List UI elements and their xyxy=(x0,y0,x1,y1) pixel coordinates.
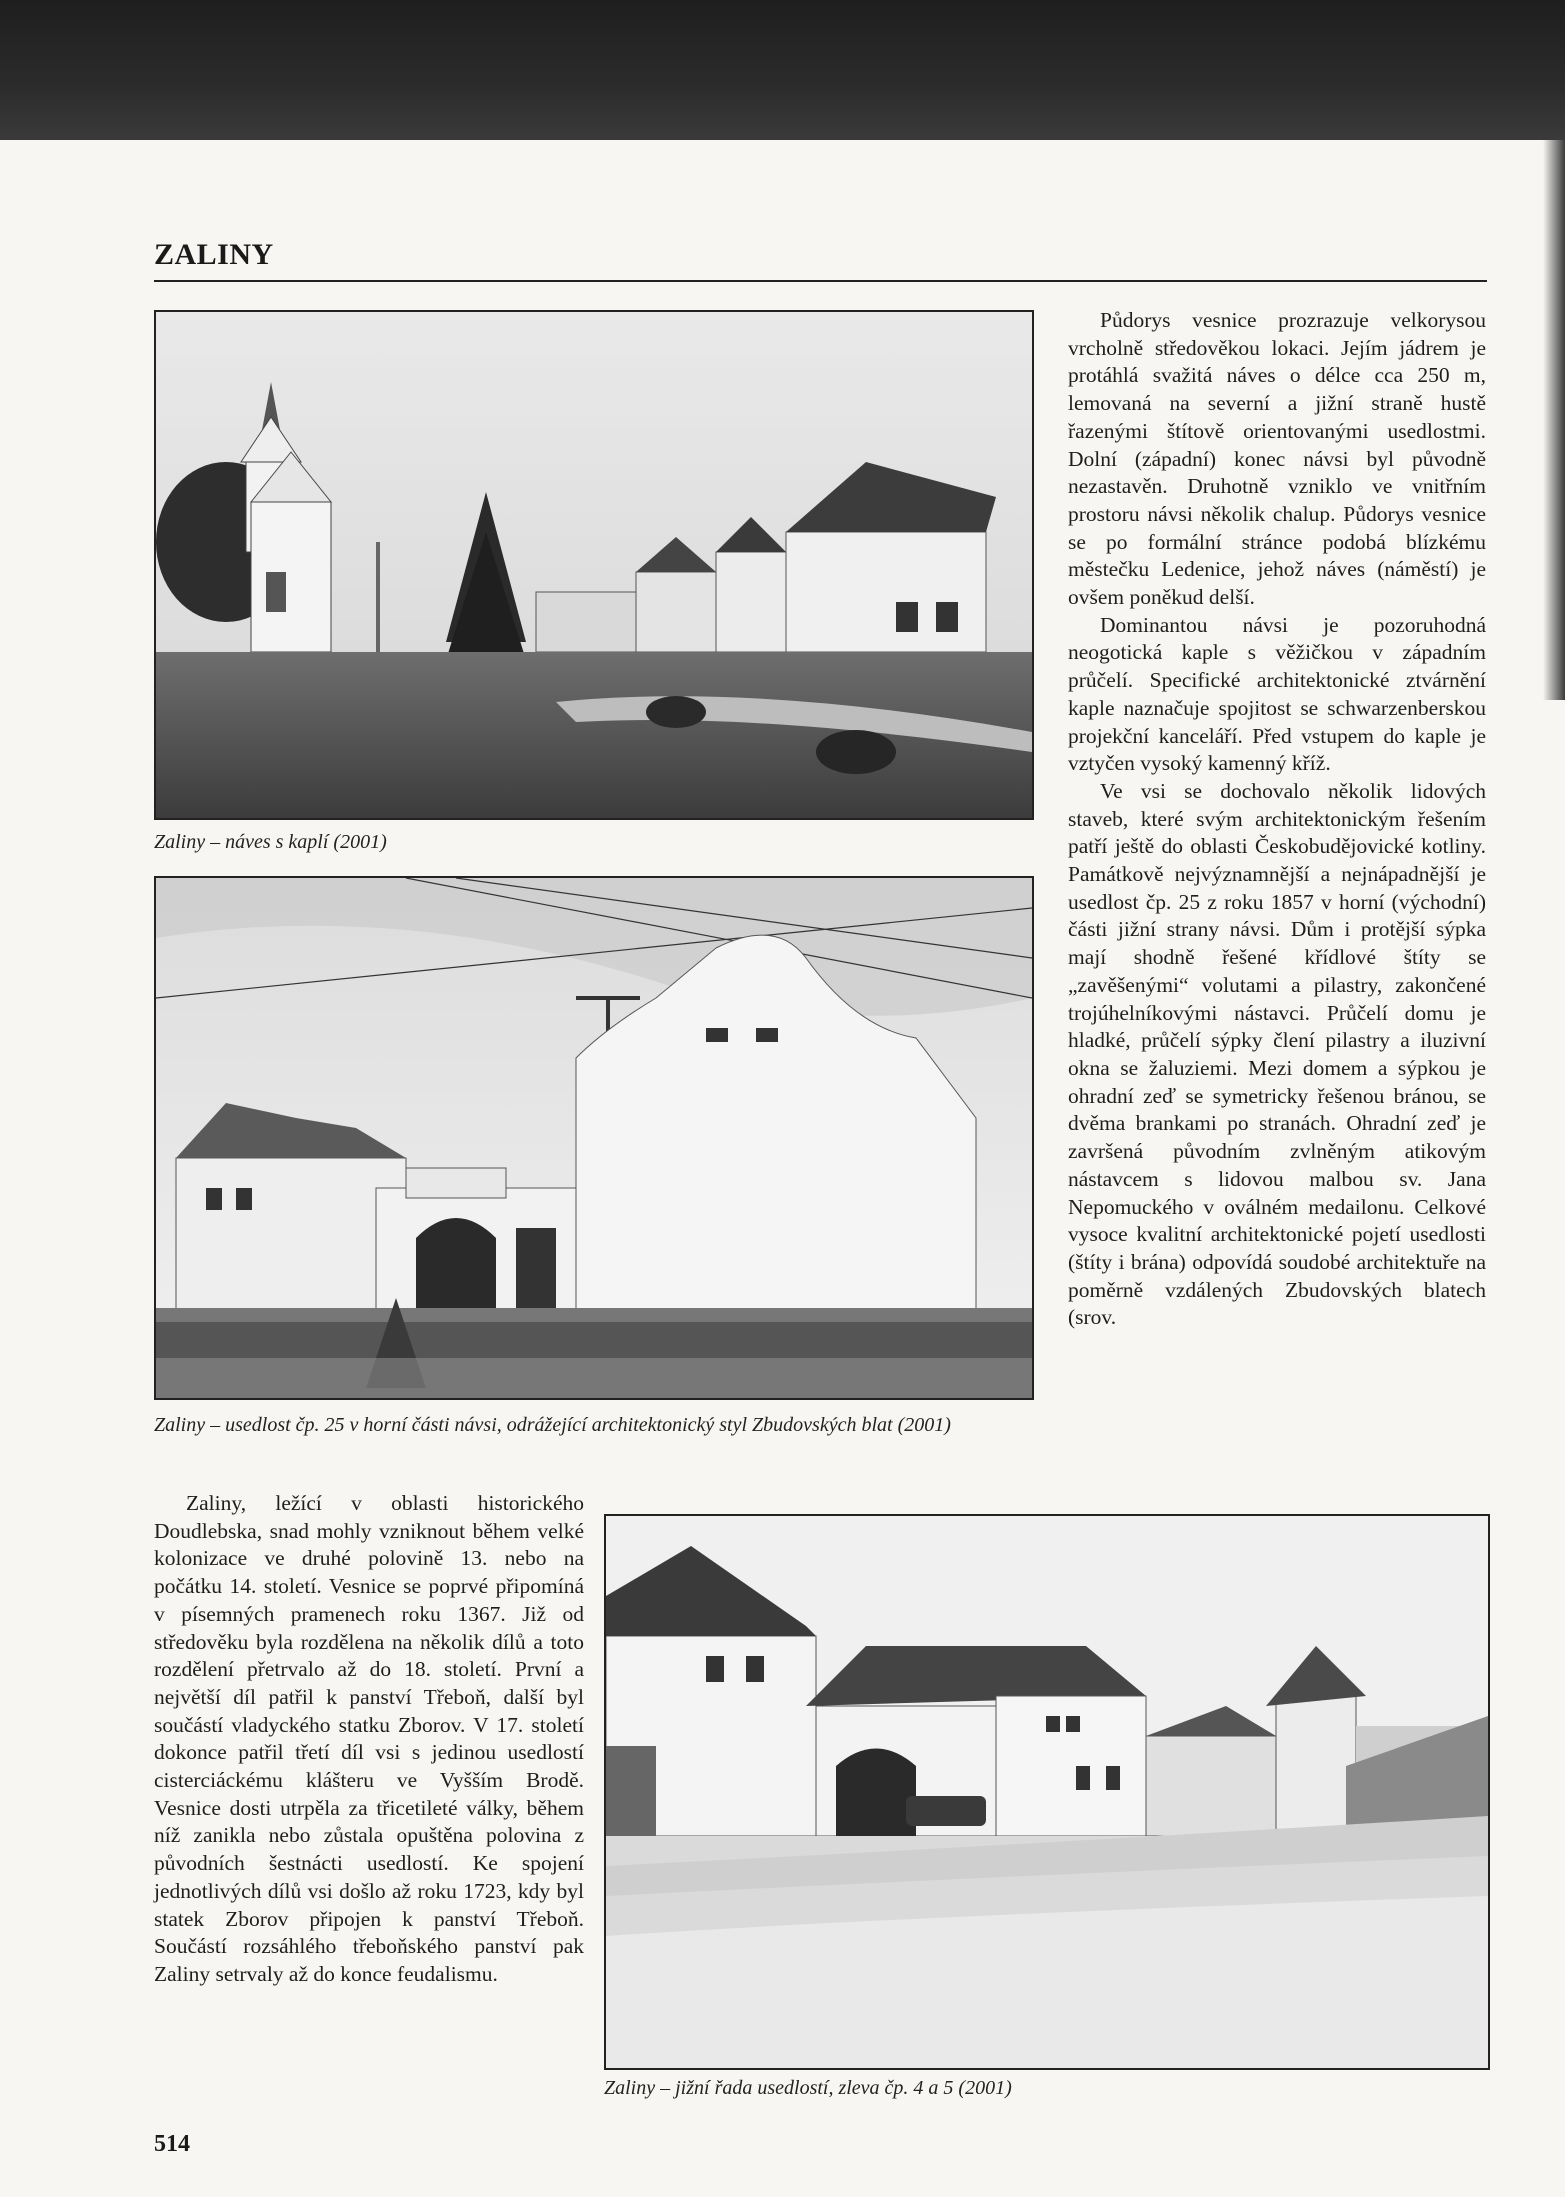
paragraph: Zaliny, ležící v oblasti historického Doudlebska, snad mohly vzniknout během velké kolonizace ve druhé polovině 13. nebo na počátku 14. století. Vesnice se poprvé připomíná v písemných pramenech roku 1367. Již od středověku byla rozdělena na několik dílů a toto rozdělení přetrvalo až do 18. století. První a největší díl patřil k panství Třeboň, další byl součástí vladyckého statku Zborov. V 17. století dokonce patřil třetí díl vsi s jedinou usedlostí cisterciáckému klášteru ve Vyšším Brodě. Vesnice dosti utrpěla za třicetileté války, během níž zanikla nebo zůstala opuštěna polovina z původních šestnácti usedlostí. Ke spojení jednotlivých dílů vsi došlo až roku 1723, kdy byl statek Zborov připojen k panství Třeboň. Součástí rozsáhlého třeboňského panství pak Zaliny setrvaly až do konce feudalismu. xyxy=(154,1491,584,1986)
figure-caption: Zaliny – usedlost čp. 25 v horní části návsi, odrážející architektonický styl Zbudovských blat (2001) xyxy=(154,1414,951,1436)
paragraph: Dominantou návsi je pozoruhodná neogotická kaple s věžičkou v západním průčelí. Specifické architektonické ztvárnění kaple naznačuje spojitost se schwarzenberskou projekční kanceláří. Před vstupem do kaple je vztyčen vysoký kamenný kříž. xyxy=(1068,612,1486,776)
right-text-column xyxy=(1068,307,1486,1332)
photo-homestead-25 xyxy=(154,876,1034,1400)
figure-caption: Zaliny – jižní řada usedlostí, zleva čp. 4 a 5 (2001) xyxy=(604,2077,1012,2099)
section-title: ZALINY xyxy=(154,238,274,271)
title-rule xyxy=(154,280,1487,282)
photo-southern-row xyxy=(604,1514,1490,2070)
page-number: 514 xyxy=(154,2131,190,2157)
paragraph: Ve vsi se dochovalo několik lidových staveb, které svým architektonickým řešením patří ještě do oblasti Českobudějovické kotliny. Památkově nejvýznamnější a nejnápadnější je usedlost čp. 25 z roku 1857 v horní (východní) části jižní strany návsi. Dům i protější sýpka mají shodně řešené křídlové štíty se „zavěšenými“ volutami a pilastry, zakončené trojúhelníkovými nástavci. Průčelí domu je hladké, průčelí sýpky člení pilastry a iluzivní okna se žaluziemi. Mezi domem a sýpkou je ohradní zeď se symetricky řešenou bránou, se dvěma brankami po stranách. Ohradní zeď je završená původním zvlněným atikovým nástavcem s lidovou malbou sv. Jana Nepomuckého v oválném medailonu. Celkové vysoce kvalitní architektonické pojetí usedlosti (štíty i brána) odpovídá soudobé architektuře na poměrně vzdálených Zbudovských blatech (srov. xyxy=(1068,778,1486,1330)
left-text-column xyxy=(154,1490,584,1989)
scan-dark-edge xyxy=(0,0,1565,140)
figure-caption: Zaliny – náves s kaplí (2001) xyxy=(154,831,387,853)
scan-binding-shadow xyxy=(1543,140,1565,700)
photo-village-green-chapel xyxy=(154,310,1034,820)
paragraph: Půdorys vesnice prozrazuje velkorysou vrcholně středověkou lokaci. Jejím jádrem je protáhlá svažitá náves o délce cca 250 m, lemovaná na severní a jižní straně hustě řazenými štítově orientovanými usedlostmi. Dolní (západní) konec návsi byl původně nezastavěn. Druhotně vzniklo ve vnitřním prostoru návsi několik chalup. Půdorys vesnice se po formální stránce podobá blízkému městečku Ledenice, jehož náves (náměstí) je ovšem poněkud delší. xyxy=(1068,308,1486,610)
